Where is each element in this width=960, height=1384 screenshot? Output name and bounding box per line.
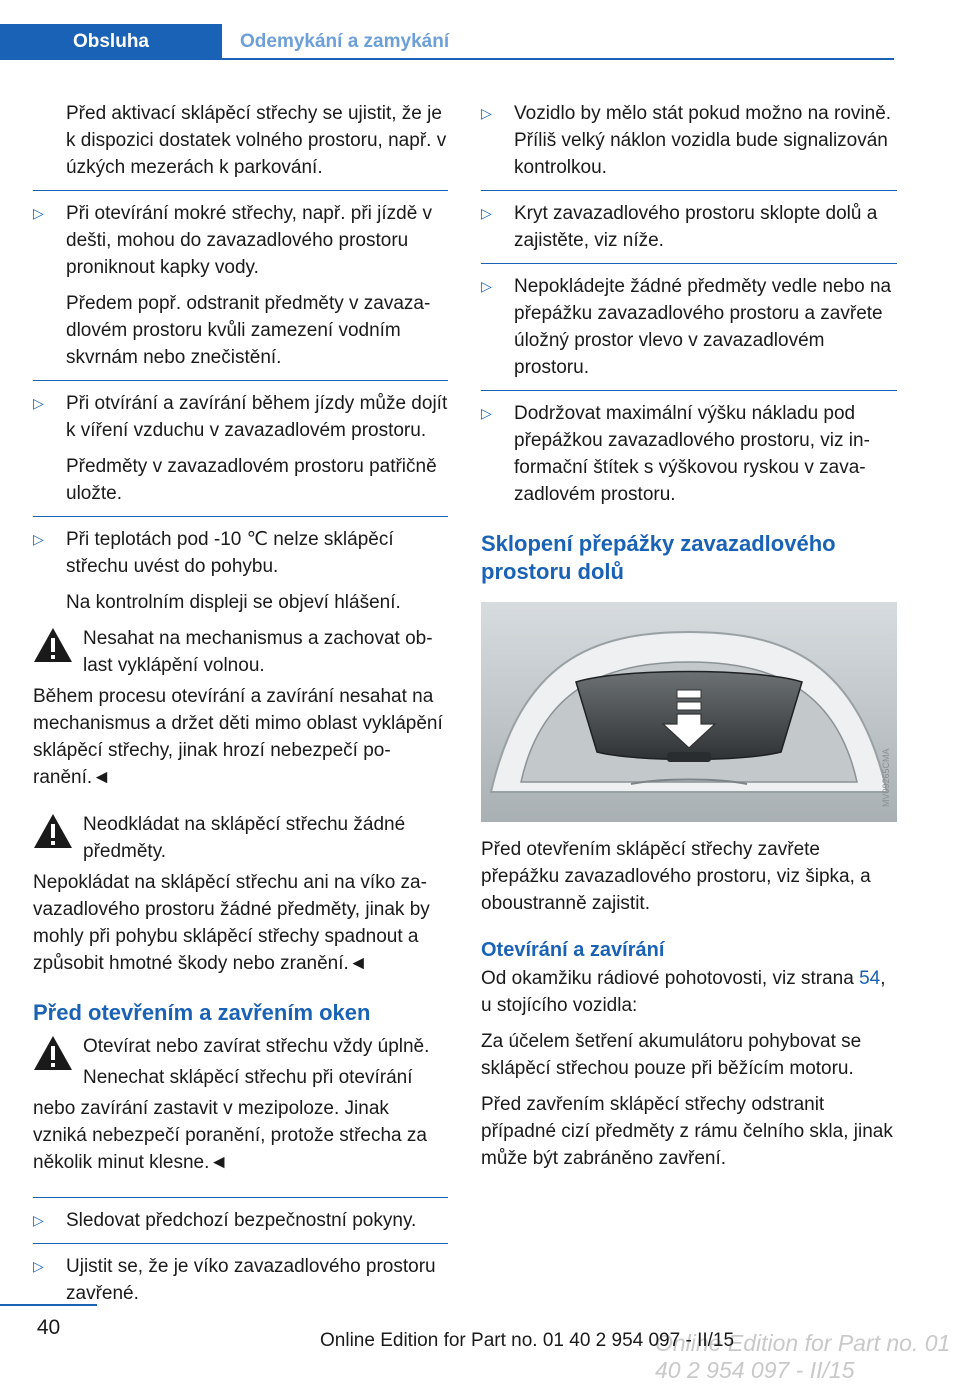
- triangle-bullet-icon: ▷: [481, 105, 492, 121]
- list-item-text: Kryt zavazadlového prostoru sklopte dolů a zajistěte, viz níže.: [514, 203, 878, 251]
- warning-block: [33, 811, 448, 865]
- warning-triangle-icon: [33, 1035, 73, 1071]
- list-item-text: Vozidlo by mělo stát pokud možno na rovině. Příliš velký náklon vozidla bude signalizován kontrolkou.: [514, 103, 892, 178]
- list-item-text: Při otevírání mokré střechy, např. při jízdě v dešti, mohou do zavazadlového prostoru proniknout kapky vody.: [66, 203, 433, 278]
- right-column: [481, 100, 897, 1181]
- divider: [33, 1197, 448, 1198]
- watermark-logo: Online Edition for Part no. 01 40 2 954 097 - II/15: [655, 1330, 951, 1383]
- warning-block: [33, 625, 448, 679]
- intro-paragraph: Před aktivací sklápěcí střechy se ujistit, že je k dispozici dostatek volného prostoru, např. v úzkých mezerách k parkování.: [66, 103, 447, 178]
- topic-tab: Odemykání a zamykání: [240, 31, 450, 52]
- page-header: [0, 0, 894, 60]
- list-item: [481, 273, 897, 381]
- paragraph: [481, 965, 897, 1019]
- triangle-bullet-icon: ▷: [33, 1212, 44, 1228]
- warning-body: Během procesu otevírání a zavírání nesahat na mechanismus a držet děti mimo oblast vyklápění sklápěcí střechy, jinak hrozí nebezpečí poranění.◄: [33, 686, 443, 788]
- list-item-text: Nepokládejte žádné předměty vedle nebo na přepážku zavazadlového prostoru a zavřete úložný prostor vlevo v zavazadlovém prostoru.: [514, 276, 892, 378]
- warning-block: [33, 1033, 448, 1091]
- warning-body: Nenechat sklápěcí střechu při otevírání: [83, 1067, 413, 1088]
- triangle-bullet-icon: ▷: [481, 405, 492, 421]
- header-rule: [222, 58, 894, 60]
- page-link[interactable]: 54: [859, 968, 881, 989]
- triangle-bullet-icon: ▷: [33, 205, 44, 221]
- trunk-photo: [481, 602, 897, 822]
- divider: [33, 1243, 448, 1244]
- triangle-bullet-icon: ▷: [33, 1258, 44, 1274]
- warning-title: Neodkládat na sklápěcí střechu žádné předměty.: [83, 814, 406, 862]
- divider: [33, 380, 448, 381]
- warning-body: Nepokládat na sklápěcí střechu ani na víko zavazadlového prostoru žádné předměty, jinak by mohly při pohybu sklápěcí střechy spadnout a způsobit hmotné škody nebo zranění.◄: [33, 872, 430, 974]
- divider: [481, 263, 897, 264]
- triangle-bullet-icon: ▷: [33, 531, 44, 547]
- triangle-bullet-icon: ▷: [33, 395, 44, 411]
- list-item-text: Dodržovat maximální výšku nákladu pod přepážkou zavazadlového prostoru, viz informační štítek s výškovou ryskou v zavazadlovém prostoru.: [514, 403, 870, 505]
- warning-triangle-icon: [33, 627, 73, 663]
- list-item: [33, 1207, 448, 1234]
- paragraph: Za účelem šetření akumulátoru pohybovat se sklápěcí střechou pouze při běžícím motoru.: [481, 1031, 862, 1079]
- list-item: [481, 400, 897, 508]
- divider: [33, 190, 448, 191]
- divider: [481, 190, 897, 191]
- list-item: [481, 100, 897, 181]
- list-item-text: Ujistit se, že je víko zavazadlového prostoru zavřené.: [66, 1256, 436, 1304]
- list-item-text: Sledovat předchozí bezpečnostní pokyny.: [66, 1210, 417, 1231]
- footer-rule: [0, 1304, 97, 1306]
- warning-title: Nesahat na mechanismus a zachovat oblast vyklápění volnou.: [83, 628, 433, 676]
- list-item-text: Předem popř. odstranit předměty v zavazadlovém prostoru kvůli zamezení vodním skvrnám nebo znečistění.: [66, 293, 431, 368]
- warning-triangle-icon: [33, 813, 73, 849]
- list-item: [33, 526, 448, 616]
- warning-title: Otevírat nebo zavírat střechu vždy úplně.: [83, 1036, 430, 1057]
- list-item: [33, 390, 448, 507]
- section-heading: Před otevřením a zavřením oken: [33, 1000, 371, 1025]
- list-item-text: Při teplotách pod -10 ℃ nelze sklápěcí střechu uvést do pohybu.: [66, 529, 394, 577]
- footer-edition: Online Edition for Part no. 01 40 2 954 097 - II/15: [320, 1330, 735, 1351]
- list-item-text: Na kontrolním displeji se objeví hlášení.: [66, 592, 401, 613]
- page-number: 40: [36, 1316, 61, 1339]
- paragraph-text: , u stojícího vozidla:: [481, 968, 886, 1016]
- warning-body: nebo zavírání zastavit v mezipoloze. Jinak vzniká nebezpečí poranění, protože střecha za několik minut klesne.◄: [33, 1098, 427, 1173]
- paragraph: Před zavřením sklápěcí střechy odstranit případné cizí předměty z rámu čelního skla, jinak může být zabráněno zavření.: [481, 1094, 893, 1169]
- list-item: [481, 200, 897, 254]
- list-item: [33, 1253, 448, 1307]
- subsection-heading: Otevírání a zavírání: [481, 939, 665, 961]
- figure-caption: Před otevřením sklápěcí střechy zavřete přepážku zavazadlového prostoru, viz šipka, a oboustranně zajistit.: [481, 839, 871, 914]
- triangle-bullet-icon: ▷: [481, 205, 492, 221]
- list-item: [33, 200, 448, 371]
- divider: [33, 516, 448, 517]
- triangle-bullet-icon: ▷: [481, 278, 492, 294]
- list-item-text: Při otvírání a zavírání během jízdy může dojít k víření vzduchu v zavazadlovém prostoru.: [66, 393, 448, 441]
- left-column: [33, 100, 448, 1316]
- divider: [481, 390, 897, 391]
- paragraph-text: Od okamžiku rádiové pohotovosti, viz strana: [481, 968, 860, 989]
- image-code: MV09265CMA: [881, 748, 891, 807]
- section-heading: Sklopení přepážky zavazadlového prostoru dolů: [481, 531, 836, 584]
- section-tab: Obsluha: [0, 24, 222, 60]
- trunk-partition-illustration: [481, 602, 897, 822]
- list-item-text: Předměty v zavazadlovém prostoru patřičně uložte.: [66, 456, 437, 504]
